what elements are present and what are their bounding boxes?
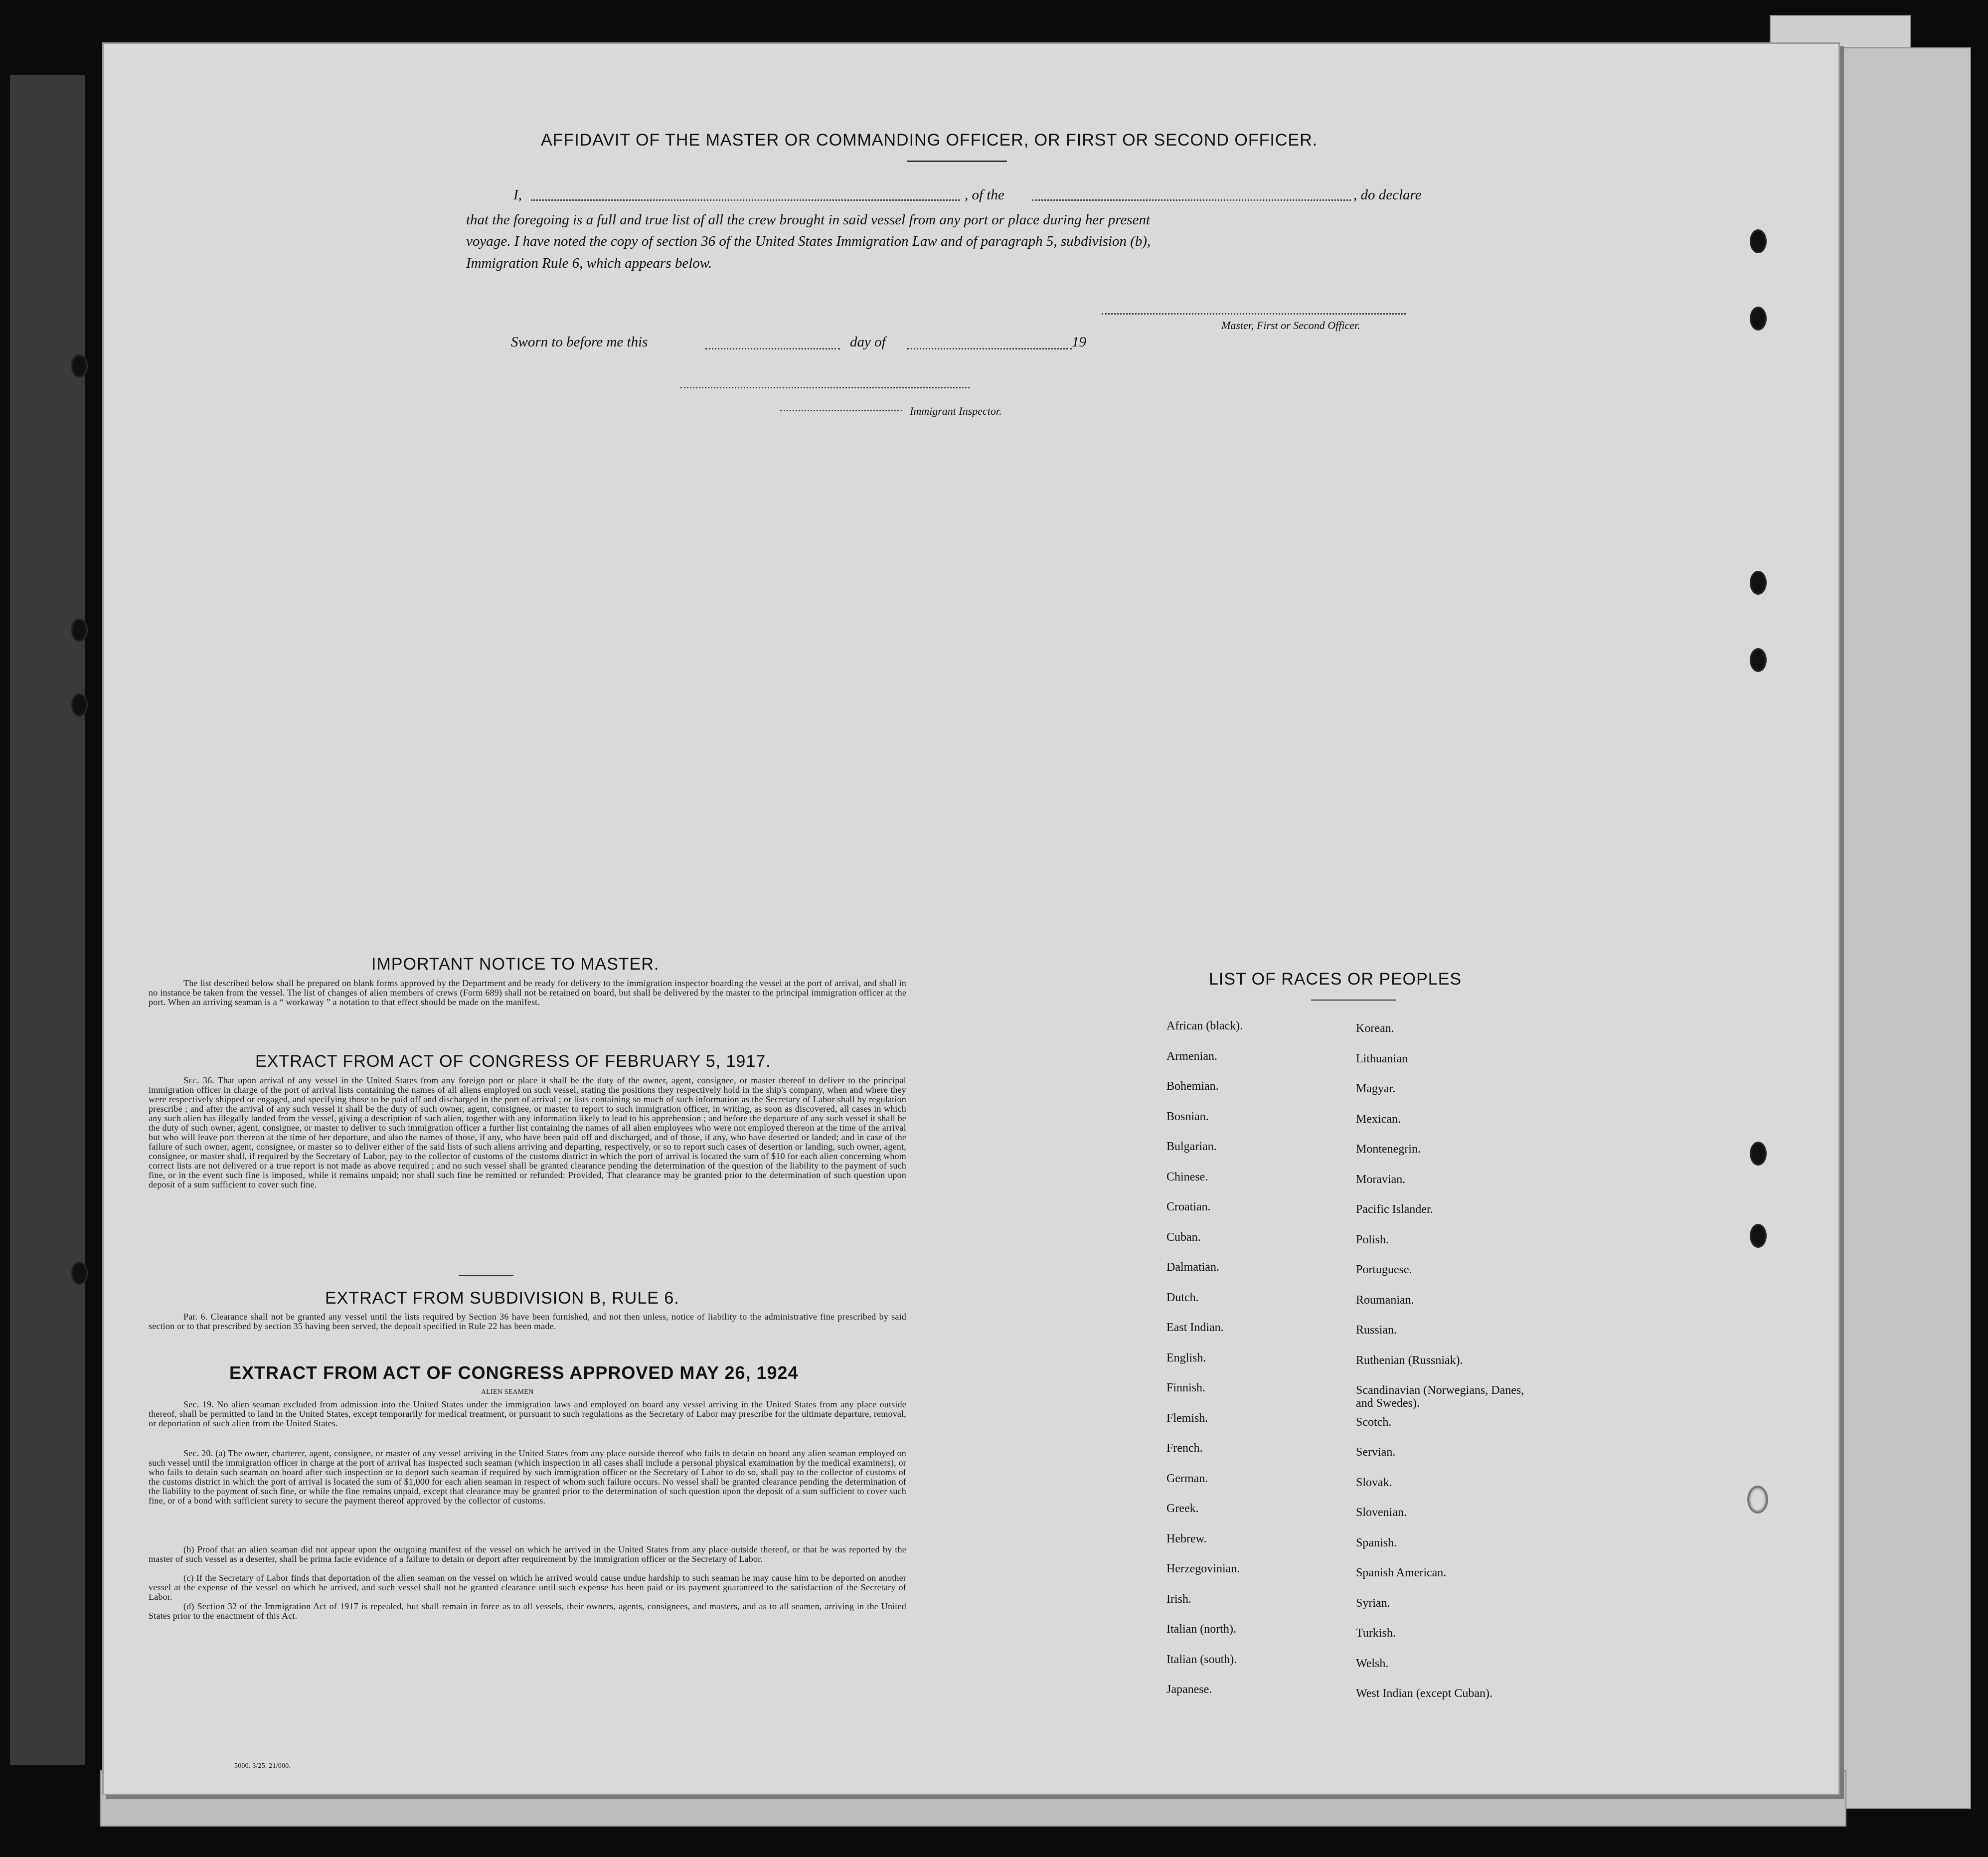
race-item: Welsh. <box>1356 1657 1389 1670</box>
act1917-text: That upon arrival of any vessel in the United States from any foreign port or place it shall be the duty of the owner, agent, consignee, or master thereof to deliver to the principal immigration officer in charge of the port of arrival lists containing the names of all aliens employed on such vessel, stating the positions they respectively hold in the ship's company, when and where they were respectively shipped or engaged, and specifying those to be paid off and discharged in the port of arrival ; or lists containing so much of such information as the Secretary of Labor shall by regulation prescribe ; and after the arrival of any such vessel it shall be the duty of such owner, agent, consignee, or master to report to such immigration officer, in writing, as soon as discovered, all cases in which any such alien has illegally landed from the vessel, giving a description of such alien, together with any information likely to lead to his apprehension ; and before the departure of any such vessel it shall be the duty of such owner, agent, consignee, or master to deliver to such immigration officer a further list containing the names of all alien employees who were not employed thereon at the time of the arrival but who will leave port thereon at the time of her departure, and also the names of those, if any, who have been paid off and discharged, and of those, if any, who have deserted or landed; and in case of the failure of such owner, agent, consignee, or master so to deliver either of the said lists of such aliens arriving and departing, respectively, or so to report such cases of desertion or landing, such owner, agent, consignee, or master shall, if required by the Secretary of Labor, pay to the collector of customs of the customs district in which the port of arrival is located the sum of $10 for each alien concerning whom correct lists are not delivered or a true report is not made as above required ; and no such vessel shall be granted clearance pending the determination of the question of the liability to the payment of such fine, or in the event such fine is imposed, while it remains unpaid; nor shall such fine be remitted or refunded: Provided, That clearance may be granted prior to the determination of such question upon deposit of a sum sufficient to cover such fine. <box>149 1075 906 1189</box>
notice-title: IMPORTANT NOTICE TO MASTER. <box>371 955 660 974</box>
act1924-title: EXTRACT FROM ACT OF CONGRESS APPROVED MAY 26, 1924 <box>229 1362 799 1383</box>
inspector-signature-field[interactable] <box>680 387 970 388</box>
binder-hole <box>1750 1224 1767 1248</box>
race-item: Bohemian. <box>1166 1080 1219 1093</box>
race-item: West Indian (except Cuban). <box>1356 1687 1492 1700</box>
race-item: Mexican. <box>1356 1112 1401 1126</box>
race-item: Lithuanian <box>1356 1052 1408 1065</box>
race-item: Hebrew. <box>1166 1532 1207 1545</box>
race-item: African (black). <box>1166 1019 1243 1032</box>
act1917-sec-label: Sec. 36. <box>183 1075 214 1085</box>
vessel-field[interactable] <box>1032 199 1351 201</box>
race-item: Russian. <box>1356 1324 1397 1337</box>
race-item: Japanese. <box>1166 1683 1212 1696</box>
act1924-sec20d: (d) Section 32 of the Immigration Act of 1917 is repealed, but shall remain in force as to all vessels, their owners, agents, consignees, and masters, and as to all seamen, arriving in the United States prior to the enactment of this Act. <box>149 1601 906 1621</box>
act1924-subtitle: ALIEN SEAMEN <box>481 1388 534 1396</box>
race-item: Flemish. <box>1166 1411 1208 1425</box>
sworn-day-field[interactable] <box>705 348 840 349</box>
act1917-body <box>149 1076 906 1189</box>
race-item: Roumanian. <box>1356 1293 1414 1307</box>
form-footer-code: 5000. 3/25. 21/000. <box>234 1762 291 1770</box>
race-item: Syrian. <box>1356 1596 1390 1610</box>
act1924-sec19: Sec. 19. No alien seaman excluded from admission into the United States under the immigration laws and employed on board any vessel arriving in the United States from any place outside thereof, shall be permitted to land in the United States, except temporarily for medical treatment, or pursuant to such regulations as the Secretary of Labor may prescribe for the ultimate departure, removal, or deportation of such alien from the United States. <box>149 1399 906 1428</box>
race-item: Cuban. <box>1166 1230 1201 1244</box>
race-item: Finnish. <box>1166 1381 1206 1394</box>
race-item: Montenegrin. <box>1356 1143 1421 1156</box>
race-item: Chinese. <box>1166 1170 1208 1183</box>
document-page <box>102 42 1840 1795</box>
act1924-sec20b: (b) Proof that an alien seaman did not appear upon the outgoing manifest of the vessel on which he arrived in the United States from any place outside thereof, or that he was reported by the master of such vessel as a deserter, shall be prima facie evidence of a failure to detain or deport after requirement by the immigration officer or the Secretary of Labor. <box>149 1544 906 1564</box>
race-item: German. <box>1166 1472 1208 1485</box>
race-item: Armenian. <box>1166 1049 1217 1063</box>
race-item: Dalmatian. <box>1166 1261 1219 1274</box>
affidavit-line3: voyage. I have noted the copy of section 36 of the United States Immigration Law and of paragraph 5, subdivision (b), <box>466 233 1151 249</box>
binder-hole <box>1747 1486 1768 1514</box>
binder-hole <box>1750 229 1767 253</box>
act1917-title: EXTRACT FROM ACT OF CONGRESS OF FEBRUARY 5, 1917. <box>255 1052 771 1071</box>
race-item: Herzegovinian. <box>1166 1562 1240 1575</box>
act1924-sec20c: (c) If the Secretary of Labor finds that deportation of the alien seaman on the vessel on which he arrived would cause undue hardship to such seaman he may cause him to be deported on another vessel at the expense of the vessel on which he arrived, and such vessel shall not be granted clearance until such expense has been paid or its payment guaranteed to the satisfaction of the Secretary of Labor. <box>149 1573 906 1602</box>
race-item: Dutch. <box>1166 1291 1199 1304</box>
binder-hole <box>1750 648 1767 672</box>
binder-hole <box>1750 1142 1767 1166</box>
divider <box>459 1275 513 1276</box>
rule6-title: EXTRACT FROM SUBDIVISION B, RULE 6. <box>325 1289 679 1308</box>
race-item: Magyar. <box>1356 1082 1396 1095</box>
inspector-label: Immigrant Inspector. <box>910 405 1002 417</box>
master-signature-field[interactable] <box>1102 313 1406 315</box>
race-item: Turkish. <box>1356 1627 1396 1640</box>
notice-body: The list described below shall be prepared on blank forms approved by the Department and be ready for delivery to the immigration inspector boarding the vessel at the port of arrival, and shall in no instance be taken from the vessel. The list of changes of alien members of crews (Form 689) shall not be retained on board, but shall be delivered by the master to the principal immigration officer at the port. When an arriving seaman is a “ workaway ” a notation to that effect should be made on the manifest. <box>149 978 906 1007</box>
binder-hole <box>1750 571 1767 595</box>
race-item: Croatian. <box>1166 1200 1211 1213</box>
binder-hole <box>71 693 88 717</box>
binder-hole <box>71 354 88 378</box>
race-item: Servian. <box>1356 1446 1396 1459</box>
binder-hole <box>1750 307 1767 331</box>
race-item: French. <box>1166 1442 1203 1455</box>
race-item: Greek. <box>1166 1502 1199 1515</box>
race-item: Pacific Islander. <box>1356 1203 1433 1216</box>
sworn-text: Sworn to before me this <box>511 334 648 350</box>
rule6-body: Par. 6. Clearance shall not be granted any vessel until the lists required by Section 36 have been furnished, and not then unless, notice of liability to the administrative fine prescribed by said section or to that prescribed by section 35 having been served, the deposit specified in Rule 22 has been made. <box>149 1312 906 1331</box>
race-item: Portuguese. <box>1356 1263 1412 1276</box>
race-item: Spanish American. <box>1356 1566 1447 1580</box>
master-signature-label: Master, First or Second Officer. <box>1221 319 1360 332</box>
race-item: Ruthenian (Russniak). <box>1356 1353 1463 1367</box>
races-title: LIST OF RACES OR PEOPLES <box>1209 970 1462 989</box>
act1924-sec20a: Sec. 20. (a) The owner, charterer, agent, consignee, or master of any vessel arriving in the United States from any place outside thereof who fails to detain on board any alien seaman employed on such vessel until the immigration officer in charge at the port of arrival has inspected such seaman (which inspection in all cases shall include a personal physical examination by the medical examiners), or who fails to detain such seaman on board after such inspection or to deport such seaman if required by such immigration officer or the Secretary of Labor to do so, shall pay to the collector of customs of the customs district in which the port of arrival is located the sum of $1,000 for each alien seaman in respect of whom such failure occurs. No vessel shall be granted clearance pending the determination of the liability to the payment of such fine, or while the fine remains unpaid, except that clearance may be granted prior to the determination of such question upon the deposit of a sum sufficient to cover such fine, or of a bond with sufficient surety to secure the payment thereof approved by the collector of customs. <box>149 1448 906 1506</box>
race-item: Bulgarian. <box>1166 1140 1217 1153</box>
affidavit-line4: Immigration Rule 6, which appears below. <box>466 255 712 271</box>
affidavit-title: AFFIDAVIT OF THE MASTER OR COMMANDING OFFICER, OR FIRST OR SECOND OFFICER. <box>541 131 1318 150</box>
race-item: Korean. <box>1356 1022 1394 1035</box>
affidavit-of-the: , of the <box>965 187 1004 203</box>
inspector-name-field[interactable] <box>780 410 902 411</box>
race-item: Scotch. <box>1356 1415 1392 1429</box>
affidavit-line2: that the foregoing is a full and true list of all the crew brought in said vessel from any port or place during her present <box>466 212 1151 228</box>
race-item: Scandinavian (Norwegians, Danes, and Swedes). <box>1356 1384 1524 1410</box>
race-item: Slovenian. <box>1356 1506 1407 1519</box>
race-item: Moravian. <box>1356 1173 1406 1186</box>
race-item: East Indian. <box>1166 1321 1224 1334</box>
race-item: Polish. <box>1356 1233 1389 1246</box>
race-item: Italian (north). <box>1166 1623 1236 1636</box>
binder-edge <box>10 75 85 1765</box>
binder-hole <box>71 1261 88 1285</box>
day-of-text: day of <box>850 334 886 350</box>
race-item: Spanish. <box>1356 1536 1397 1549</box>
race-item: English. <box>1166 1351 1206 1364</box>
race-item: Irish. <box>1166 1592 1191 1606</box>
year-prefix: 19 <box>1072 334 1086 350</box>
affidavit-i: I, <box>513 187 522 203</box>
affidavit-declare: , do declare <box>1353 187 1422 203</box>
divider <box>907 161 1007 162</box>
race-item: Bosnian. <box>1166 1110 1209 1123</box>
race-item: Slovak. <box>1356 1476 1392 1489</box>
name-field[interactable] <box>531 199 960 201</box>
binder-hole <box>71 618 88 642</box>
sworn-month-field[interactable] <box>907 348 1072 349</box>
race-item: Italian (south). <box>1166 1653 1237 1666</box>
divider <box>1311 1000 1396 1001</box>
